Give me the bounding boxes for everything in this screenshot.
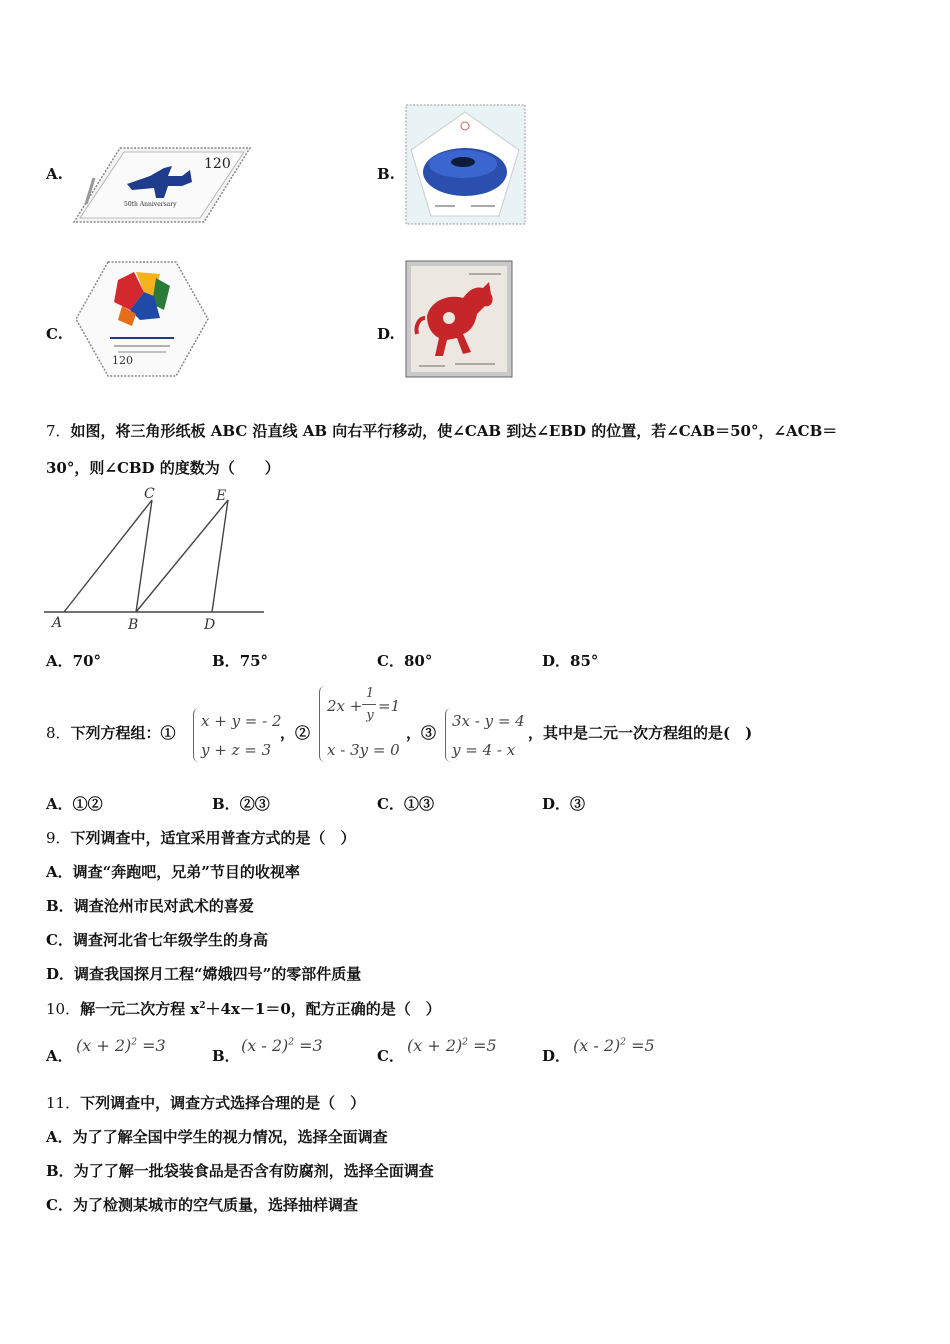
q8-option-a: A．①② — [46, 795, 103, 813]
q8-sys2-eq2: x - 3y = 0 — [327, 741, 400, 759]
q8-stem-prefix: 8．下列方程组：① — [46, 724, 176, 742]
q10-option-c-label: C． — [377, 1047, 404, 1065]
q8-option-b: B．②③ — [212, 795, 270, 813]
q9-stem: 9．下列调查中，适宜采用普查方式的是（ ） — [46, 829, 356, 847]
q9-option-c: C．调查河北省七年级学生的身高 — [46, 931, 268, 949]
q11-option-b: B．为了了解一批袋装食品是否含有防腐剂，选择全面调查 — [46, 1162, 434, 1180]
q7-stem-line2: 30°，则∠CBD 的度数为（ ） — [46, 459, 280, 477]
q7-stem-line1 — [46, 420, 837, 441]
q9-option-d: D．调查我国探月工程“嫦娥四号”的零部件质量 — [46, 965, 362, 983]
q11-option-a: A．为了了解全国中学生的视力情况，选择全面调查 — [46, 1128, 388, 1146]
q7-option-b: B．75° — [212, 652, 269, 670]
q8-sys2-eq1-rhs: =1 — [378, 697, 401, 715]
stadium-stamp-icon — [405, 104, 527, 226]
q8-sys2-eq1: 2x + — [327, 697, 363, 715]
q10-option-c-expr: $(x + 2)^2 =5$ — [407, 1036, 497, 1055]
q8-sys3-eq1: 3x - y = 4 — [452, 712, 525, 730]
q7-option-d: D．85° — [542, 652, 599, 670]
q7-line1: 如图，将三角形纸板 ABC 沿直线 AB 向右平行移动，使∠CAB 到达∠EBD 的位置，若∠CAB＝50°，∠ACB＝ — [70, 422, 838, 440]
q6-option-c-label: C. — [46, 325, 63, 343]
q10-option-b-label: B． — [212, 1047, 240, 1065]
point-a-label: A — [52, 615, 63, 631]
point-b-label: B — [128, 617, 139, 633]
q6-option-a-label: A. — [46, 165, 63, 183]
q8-brace-3 — [445, 708, 452, 762]
q6-option-b-label: B. — [377, 165, 395, 183]
airplane-stamp-icon — [72, 146, 252, 224]
q11-stem: 11．下列调查中，调查方式选择合理的是（ ） — [46, 1094, 366, 1112]
q8-sys3-eq2: y = 4 - x — [452, 741, 516, 759]
triangle-figure — [44, 484, 266, 634]
q8-brace-1 — [193, 708, 200, 762]
q9-option-b: B．调查沧州市民对武术的喜爱 — [46, 897, 254, 915]
q10-option-a-label: A． — [46, 1047, 73, 1065]
horse-papercut-stamp-icon — [405, 260, 513, 378]
stamp-c-price: 120 — [112, 354, 133, 367]
q8-sep-3: ，③ — [406, 724, 437, 742]
q7-option-a: A．70° — [46, 652, 102, 670]
q8-sys2-frac-num: 1 — [365, 686, 375, 701]
point-c-label: C — [144, 486, 155, 502]
q10-option-b-expr: (x - 2)$^2$ =3 — [241, 1036, 323, 1055]
stamp-a-price: 120 — [204, 156, 231, 172]
q8-sys1-eq1: x + y = - 2 — [201, 712, 282, 730]
q8-stem-suffix: ，其中是二元一次方程组的是( ) — [528, 724, 753, 742]
q8-sys1-eq2: y + z = 3 — [201, 741, 272, 759]
q8-brace-2 — [319, 686, 326, 762]
q7-number: 7． — [46, 422, 71, 440]
q6-option-d-label: D. — [377, 325, 395, 343]
games-logo-stamp-icon — [74, 260, 210, 378]
q9-option-a: A．调查“奔跑吧，兄弟”节目的收视率 — [46, 863, 300, 881]
q10-option-d-label: D． — [542, 1047, 571, 1065]
q8-option-c: C．①③ — [377, 795, 434, 813]
stamp-a-subtitle: 50th Anniversary — [124, 201, 177, 208]
q10-option-d-expr: (x - 2)$^2$ =5 — [573, 1036, 655, 1055]
q8-sep-2: ，② — [280, 724, 311, 742]
q8-sys2-frac-bar — [362, 704, 376, 705]
q7-option-c: C．80° — [377, 652, 433, 670]
q8-sys2-frac-den: y — [366, 708, 374, 723]
q10-stem: 10．解一元二次方程 $x^2+4x-1=0$，配方正确的是（ ） — [46, 1000, 441, 1018]
point-d-label: D — [204, 617, 216, 633]
point-e-label: E — [216, 488, 227, 504]
q10-option-a-expr: $(x + 2)^2 =3$ — [76, 1036, 166, 1055]
q11-option-c: C．为了检测某城市的空气质量，选择抽样调查 — [46, 1196, 358, 1214]
q8-option-d: D．③ — [542, 795, 586, 813]
